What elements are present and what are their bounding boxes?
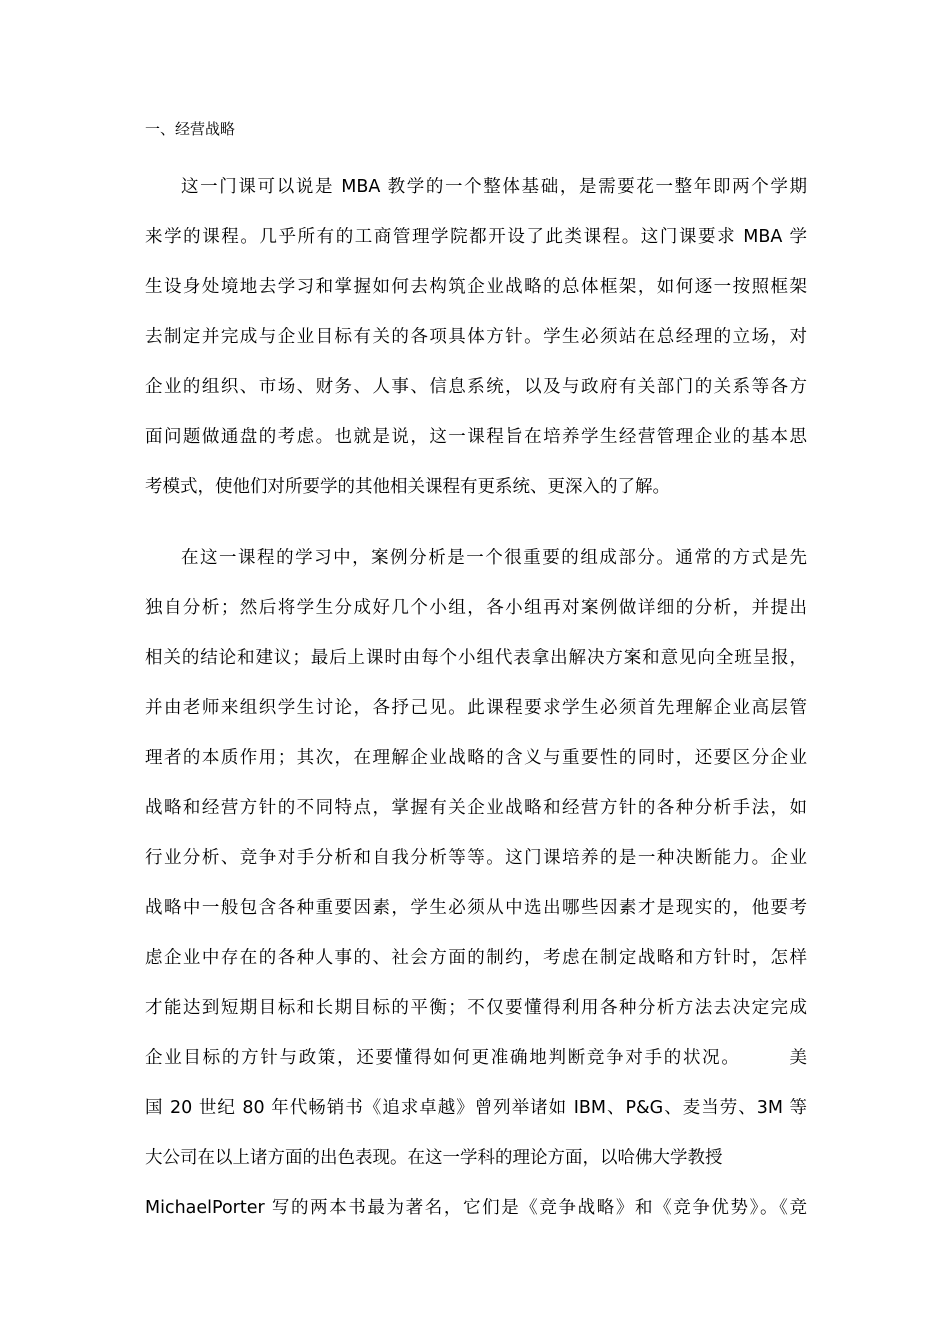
paragraph-2-line-6: 战略和经营方针的不同特点，掌握有关企业战略和经营方针的各种分析手法，如 [145,798,807,818]
section-heading: 一、经营战略 [145,120,236,138]
paragraph-1-line-6: 面问题做通盘的考虑。也就是说，这一课程旨在培养学生经营管理企业的基本思 [145,427,807,447]
paragraph-2-line-13: 大公司在以上诸方面的出色表现。在这一学科的理论方面，以哈佛大学教授 [145,1148,723,1168]
paragraph-2-line-7: 行业分析、竞争对手分析和自我分析等等。这门课培养的是一种决断能力。企业 [145,848,807,868]
paragraph-1-line-5: 企业的组织、市场、财务、人事、信息系统，以及与政府有关部门的关系等各方 [145,377,807,397]
paragraph-1-line-1: 这一门课可以说是 MBA 教学的一个整体基础，是需要花一整年即两个学期 [181,177,807,197]
paragraph-2-line-2: 独自分析；然后将学生分成好几个小组，各小组再对案例做详细的分析，并提出 [145,598,807,618]
paragraph-1-line-3: 生设身处境地去学习和掌握如何去构筑企业战略的总体框架，如何逐一按照框架 [145,277,807,297]
paragraph-2-line-12: 国 20 世纪 80 年代畅销书《追求卓越》曾列举诸如 IBM、P&G、麦当劳、3M 等 [145,1098,807,1118]
paragraph-2-line-4: 并由老师来组织学生讨论，各抒己见。此课程要求学生必须首先理解企业高层管 [145,698,807,718]
paragraph-1-line-4: 去制定并完成与企业目标有关的各项具体方针。学生必须站在总经理的立场，对 [145,327,807,347]
paragraph-2-line-10: 才能达到短期目标和长期目标的平衡；不仅要懂得利用各种分析方法去决定完成 [145,998,807,1018]
paragraph-2-line-9: 虑企业中存在的各种人事的、社会方面的制约，考虑在制定战略和方针时，怎样 [145,948,807,968]
paragraph-2-line-14: MichaelPorter 写的两本书最为著名，它们是《竞争战略》和《竞争优势》。《竞 [145,1198,807,1218]
paragraph-2-line-3: 相关的结论和建议；最后上课时由每个小组代表拿出解决方案和意见向全班呈报， [145,648,807,668]
paragraph-2-line-5: 理者的本质作用；其次，在理解企业战略的含义与重要性的同时，还要区分企业 [145,748,807,768]
paragraph-2-line-8: 战略中一般包含各种重要因素，学生必须从中选出哪些因素才是现实的，他要考 [145,898,807,918]
paragraph-1-line-2: 来学的课程。几乎所有的工商管理学院都开设了此类课程。这门课要求 MBA 学 [145,227,807,247]
paragraph-2-line-1: 在这一课程的学习中，案例分析是一个很重要的组成部分。通常的方式是先 [181,548,807,568]
paragraph-2-line-11: 企业目标的方针与政策，还要懂得如何更准确地判断竞争对手的状况。 美 [145,1048,807,1068]
paragraph-1-line-7: 考模式，使他们对所要学的其他相关课程有更系统、更深入的了解。 [145,477,670,497]
